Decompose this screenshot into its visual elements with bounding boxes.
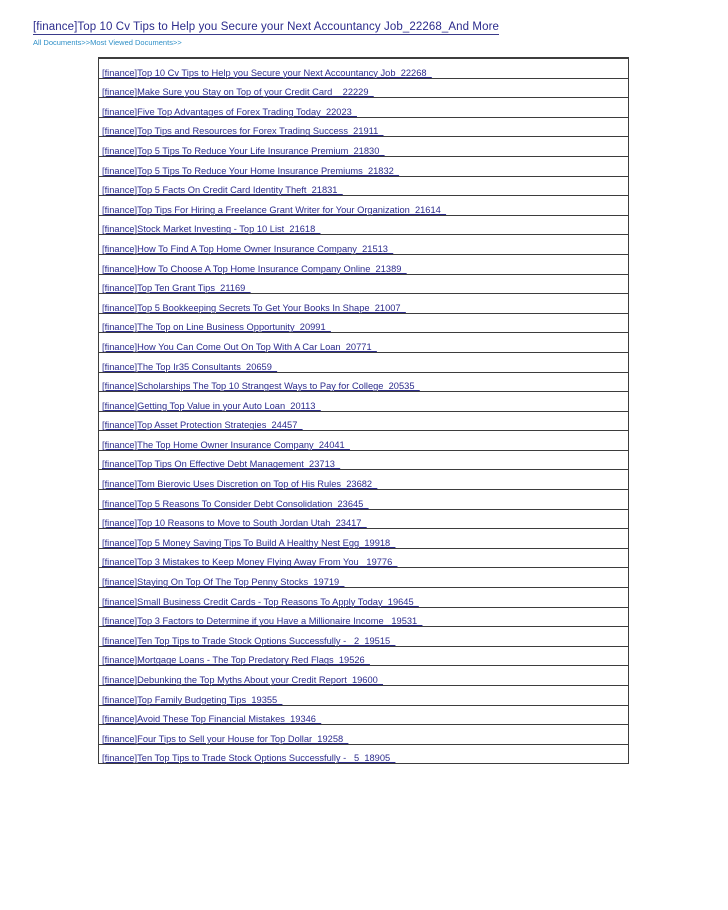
breadcrumb-most-viewed-link[interactable]: Most Viewed Documents <box>90 38 173 47</box>
table-row <box>99 274 629 294</box>
table-cell <box>99 58 629 78</box>
document-link[interactable]: [finance]Top Asset Protection Strategies_24457_ <box>102 420 303 431</box>
document-link[interactable]: [finance]Stock Market Investing - Top 10 List_21618_ <box>102 224 321 235</box>
table-row <box>99 156 629 176</box>
table-cell <box>99 392 629 412</box>
table-row <box>99 294 629 314</box>
table-row <box>99 352 629 372</box>
table-cell <box>99 509 629 529</box>
document-link[interactable]: [finance]Avoid These Top Financial Mistakes_19346_ <box>102 714 322 725</box>
table-cell <box>99 548 629 568</box>
table-cell <box>99 705 629 725</box>
table-cell <box>99 98 629 118</box>
table-cell <box>99 117 629 137</box>
document-list-table <box>98 57 629 764</box>
table-cell <box>99 744 629 764</box>
table-row <box>99 568 629 588</box>
table-cell <box>99 568 629 588</box>
document-link[interactable]: [finance]Five Top Advantages of Forex Trading Today_22023_ <box>102 106 357 117</box>
table-row <box>99 58 629 78</box>
table-cell <box>99 294 629 314</box>
table-cell <box>99 686 629 706</box>
document-link[interactable]: [finance]The Top Home Owner Insurance Company_24041_ <box>102 439 350 450</box>
document-link[interactable]: [finance]Four Tips to Sell your House for Top Dollar_19258_ <box>102 733 349 744</box>
table-cell <box>99 431 629 451</box>
document-link[interactable]: [finance]Top 5 Money Saving Tips To Build A Healthy Nest Egg_19918_ <box>102 537 396 548</box>
table-row <box>99 313 629 333</box>
table-row <box>99 215 629 235</box>
table-cell <box>99 333 629 353</box>
document-link[interactable]: [finance]How You Can Come Out On Top With A Car Loan_20771_ <box>102 341 377 352</box>
document-link[interactable]: [finance]Top 5 Facts On Credit Card Identity Theft_21831_ <box>102 185 343 196</box>
document-link[interactable]: [finance]The Top on Line Business Opportunity_20991_ <box>102 322 331 333</box>
table-cell <box>99 646 629 666</box>
document-link[interactable]: [finance]Make Sure you Stay on Top of your Credit Card__22229_ <box>102 87 374 98</box>
table-cell <box>99 274 629 294</box>
table-cell <box>99 235 629 255</box>
table-cell <box>99 176 629 196</box>
table-row <box>99 529 629 549</box>
document-link[interactable]: [finance]Top Tips and Resources for Forex Trading Success_21911_ <box>102 126 384 137</box>
table-row <box>99 431 629 451</box>
table-row <box>99 490 629 510</box>
document-link[interactable]: [finance]Top Family Budgeting Tips_19355_ <box>102 694 283 705</box>
document-link[interactable]: [finance]Top Tips For Hiring a Freelance Grant Writer for Your Organization_21614_ <box>102 204 446 215</box>
document-link[interactable]: [finance]Debunking the Top Myths About your Credit Report_19600_ <box>102 675 383 685</box>
document-link[interactable]: [finance]Ten Top Tips to Trade Stock Options Successfully - _5_18905_ <box>102 753 396 764</box>
document-link[interactable]: [finance]Top 5 Tips To Reduce Your Home Insurance Premiums_21832_ <box>102 165 399 176</box>
table-cell <box>99 137 629 157</box>
document-link[interactable]: [finance]Staying On Top Of The Top Penny Stocks_19719_ <box>102 577 345 588</box>
table-cell <box>99 666 629 686</box>
table-cell <box>99 450 629 470</box>
document-link[interactable]: [finance]Top Tips On Effective Debt Management_23713_ <box>102 459 341 470</box>
breadcrumb-separator: >> <box>81 38 91 47</box>
document-link[interactable]: [finance]Top 5 Reasons To Consider Debt Consolidation_23645_ <box>102 498 369 509</box>
table-row <box>99 509 629 529</box>
breadcrumb-separator: >> <box>172 38 182 47</box>
document-link[interactable]: [finance]How To Choose A Top Home Insurance Company Online_21389_ <box>102 263 407 274</box>
table-cell <box>99 372 629 392</box>
table-cell <box>99 607 629 627</box>
table-row <box>99 607 629 627</box>
table-cell <box>99 215 629 235</box>
table-row <box>99 470 629 490</box>
table-cell <box>99 254 629 274</box>
table-row <box>99 176 629 196</box>
table-row <box>99 725 629 745</box>
table-cell <box>99 490 629 510</box>
document-link[interactable]: [finance]Tom Bierovic Uses Discretion on Top of His Rules_23682_ <box>102 479 378 490</box>
breadcrumb-all-documents-link[interactable]: All Documents <box>33 38 82 47</box>
table-cell <box>99 156 629 176</box>
table-row <box>99 686 629 706</box>
document-link[interactable]: [finance]Mortgage Loans - The Top Predatory Red Flags_19526_ <box>102 655 370 666</box>
page-title: [finance]Top 10 Cv Tips to Help you Secure your Next Accountancy Job_22268_And More <box>33 21 500 33</box>
document-link[interactable]: [finance]Top Ten Grant Tips_21169_ <box>102 283 251 294</box>
table-cell <box>99 411 629 431</box>
document-link[interactable]: [finance]Top 5 Tips To Reduce Your Life Insurance Premium_21830_ <box>102 145 385 156</box>
table-cell <box>99 313 629 333</box>
table-cell <box>99 78 629 98</box>
table-row <box>99 411 629 431</box>
document-list-body <box>99 58 629 764</box>
table-row <box>99 548 629 568</box>
table-cell <box>99 196 629 216</box>
document-link[interactable]: [finance]The Top Ir35 Consultants_20659_ <box>102 361 278 372</box>
table-row <box>99 98 629 118</box>
document-link[interactable]: [finance]Top 3 Factors to Determine if you Have a Millionaire Income _19531_ <box>102 616 423 627</box>
table-row <box>99 137 629 157</box>
table-row <box>99 254 629 274</box>
table-cell <box>99 627 629 647</box>
table-cell <box>99 725 629 745</box>
document-link[interactable]: [finance]Top 5 Bookkeeping Secrets To Get Your Books In Shape_21007_ <box>102 302 406 313</box>
table-row <box>99 627 629 647</box>
table-row <box>99 392 629 412</box>
breadcrumb <box>33 38 182 47</box>
document-link[interactable]: [finance]Top 10 Cv Tips to Help you Secure your Next Accountancy Job_22268_ <box>102 67 432 78</box>
table-row <box>99 450 629 470</box>
table-row <box>99 372 629 392</box>
document-link[interactable]: [finance]How To Find A Top Home Owner Insurance Company_21513_ <box>102 243 394 254</box>
table-cell <box>99 529 629 549</box>
table-row <box>99 333 629 353</box>
document-link[interactable]: [finance]Scholarships The Top 10 Strangest Ways to Pay for College_20535_ <box>102 381 420 392</box>
table-row <box>99 646 629 666</box>
table-row <box>99 588 629 608</box>
document-link[interactable]: [finance]Getting Top Value in your Auto Loan_20113_ <box>102 400 321 411</box>
table-cell <box>99 470 629 490</box>
table-row <box>99 744 629 764</box>
table-row <box>99 196 629 216</box>
table-cell <box>99 588 629 608</box>
document-link[interactable]: [finance]Ten Top Tips to Trade Stock Options Successfully - _2_19515_ <box>102 635 396 646</box>
table-row <box>99 235 629 255</box>
table-row <box>99 666 629 686</box>
document-link[interactable]: [finance]Small Business Credit Cards - Top Reasons To Apply Today_19645_ <box>102 596 419 607</box>
table-row <box>99 117 629 137</box>
document-link[interactable]: [finance]Top 3 Mistakes to Keep Money Flying Away From You _19776_ <box>102 557 398 568</box>
table-row <box>99 78 629 98</box>
document-link[interactable]: [finance]Top 10 Reasons to Move to South Jordan Utah_23417_ <box>102 518 367 529</box>
table-row <box>99 705 629 725</box>
table-cell <box>99 352 629 372</box>
